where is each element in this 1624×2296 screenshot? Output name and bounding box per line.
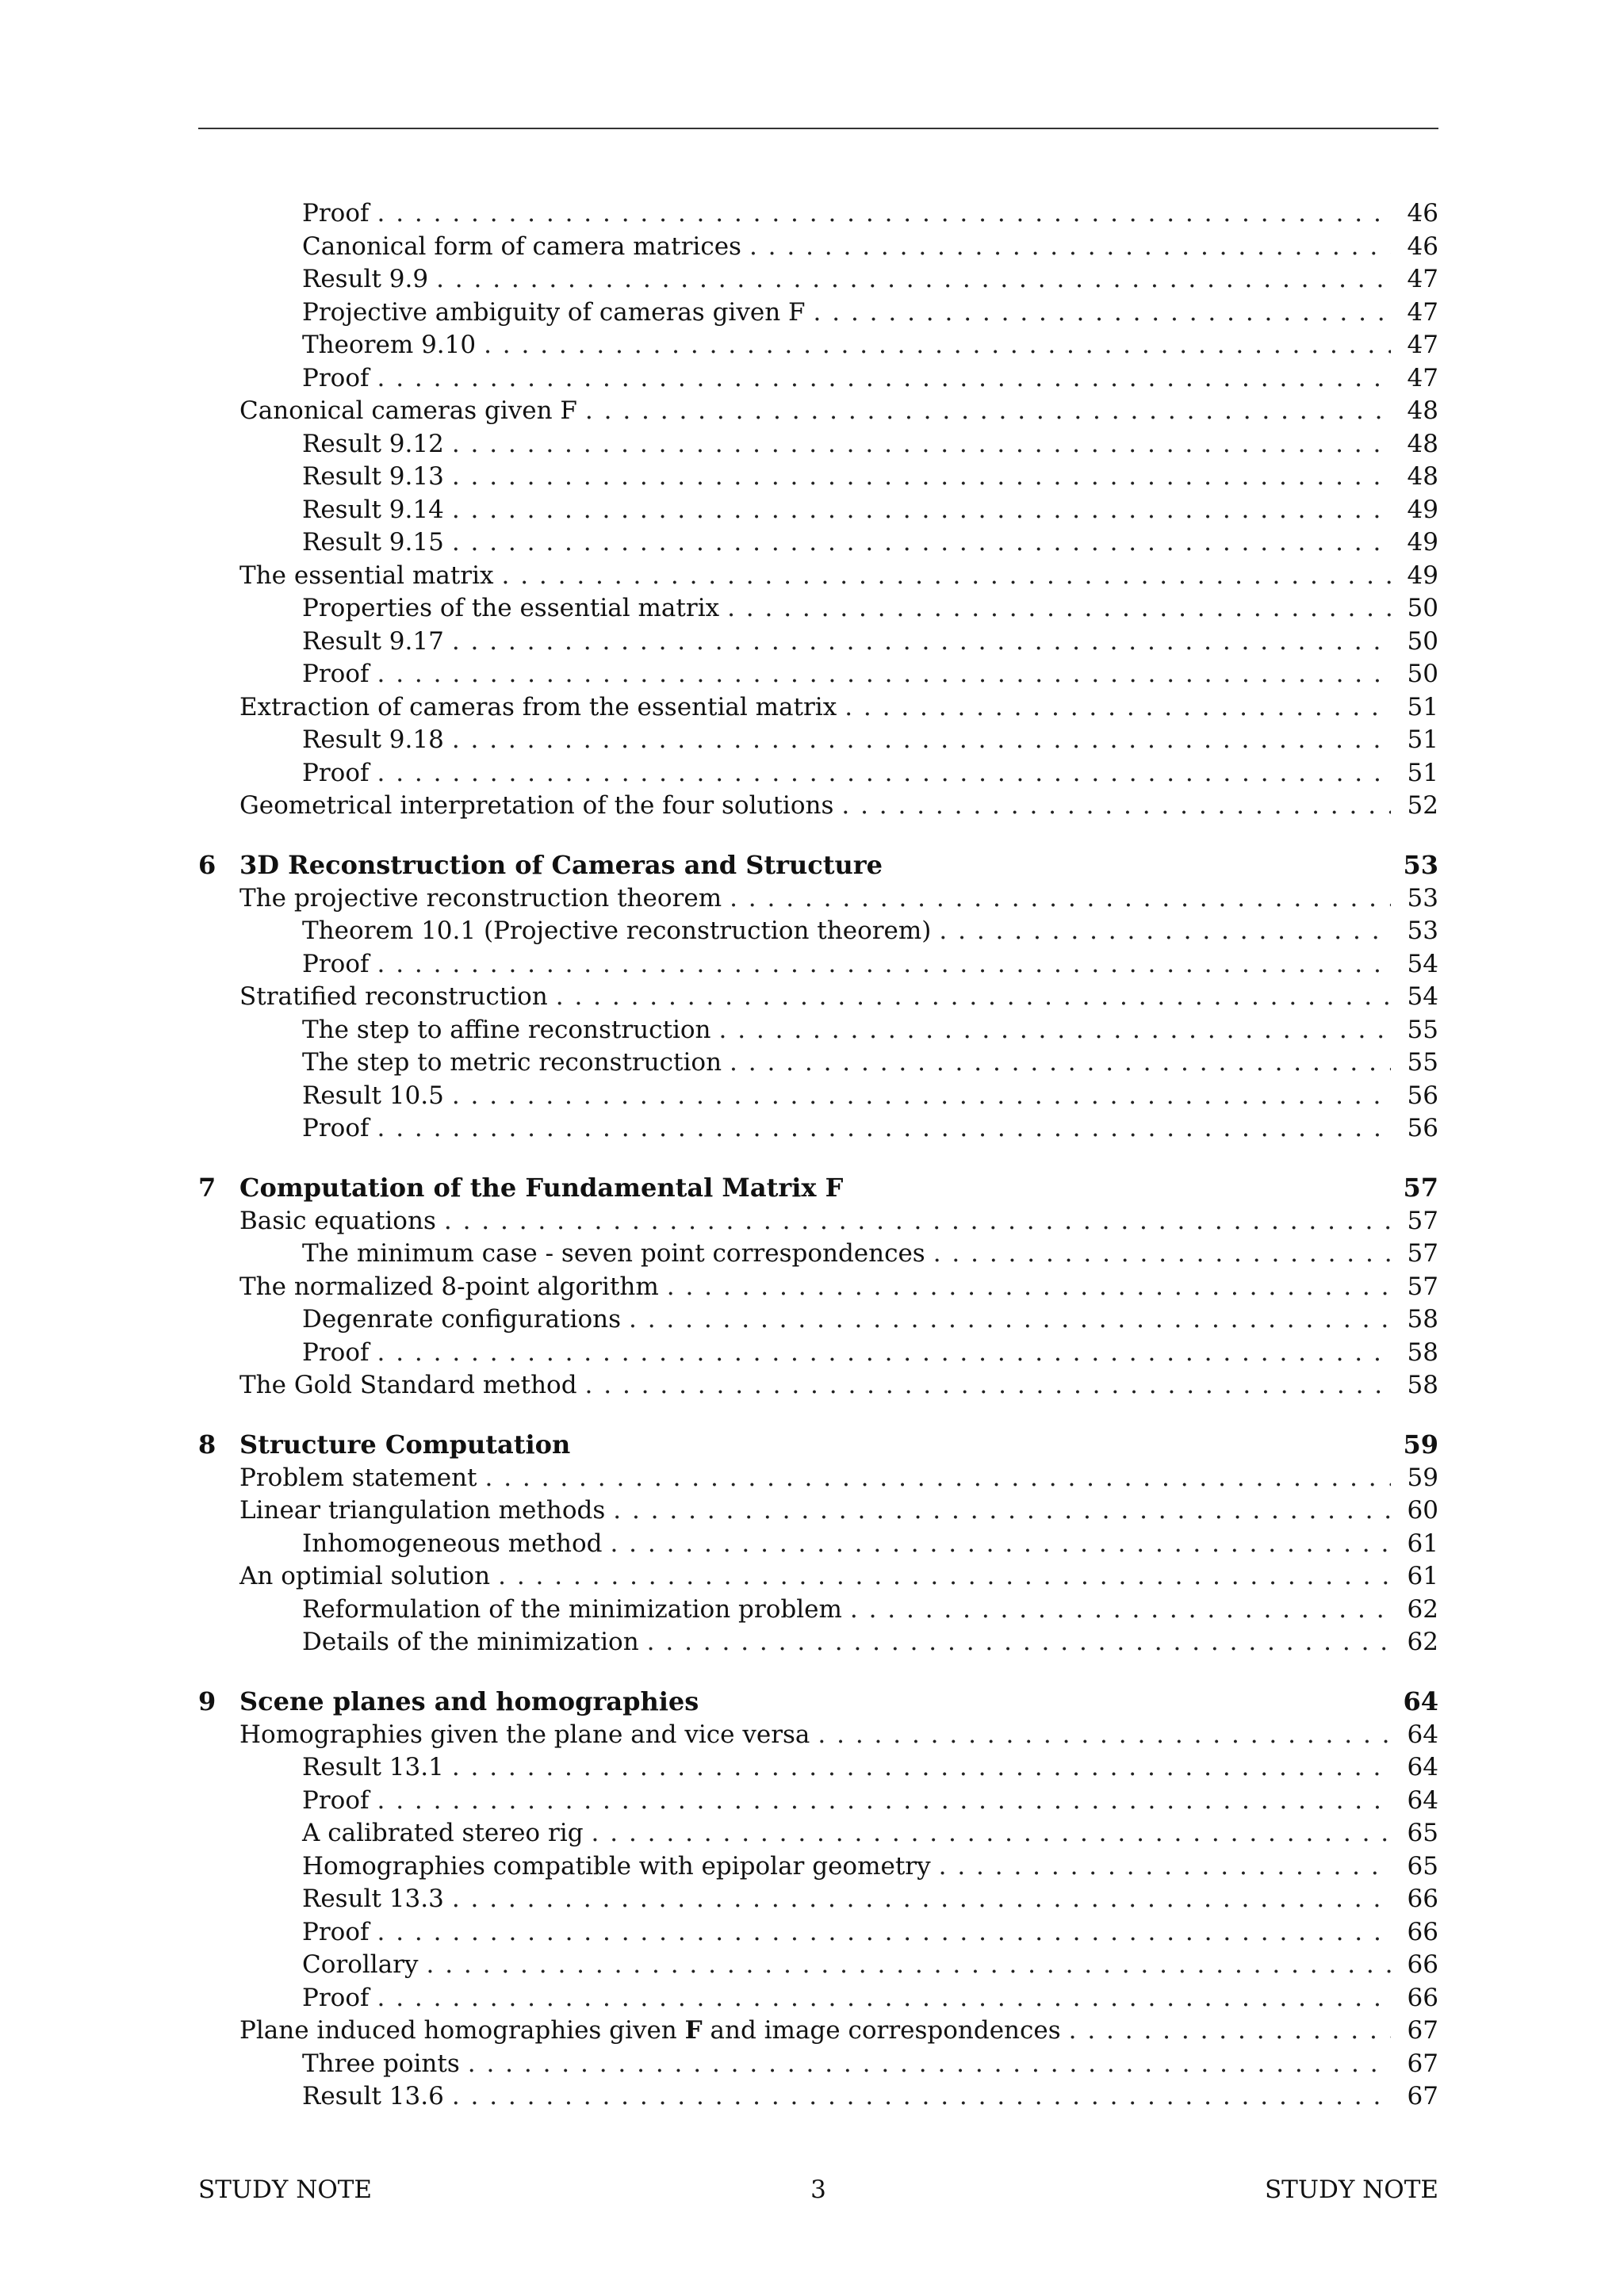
- toc-subsection-row: [198, 1529, 1438, 1563]
- entry-title: Result 9.15: [302, 528, 444, 557]
- toc-section-row: [198, 396, 1438, 430]
- dot-leader: [452, 725, 1391, 754]
- entry-page: 67: [1407, 2049, 1438, 2078]
- entry-page: 67: [1407, 2082, 1438, 2110]
- dot-leader: [427, 1950, 1391, 1979]
- toc-subsection-row: [198, 199, 1438, 232]
- toc-subsection-row: [198, 594, 1438, 627]
- dot-leader: [452, 462, 1391, 491]
- dot-leader: [939, 1852, 1391, 1881]
- toc-subsection-row: [198, 1984, 1438, 2017]
- entry-page: 46: [1407, 232, 1438, 261]
- dot-leader: [377, 759, 1391, 787]
- chapter-number: 9: [198, 1686, 216, 1716]
- toc-section-row: [198, 1464, 1438, 1497]
- dot-leader: [452, 1081, 1391, 1110]
- dot-leader: [556, 982, 1391, 1011]
- entry-page: 64: [1407, 1720, 1438, 1749]
- dot-leader: [452, 1753, 1391, 1781]
- toc-section-row: [198, 884, 1438, 917]
- dot-leader: [377, 199, 1391, 228]
- dot-leader: [850, 1595, 1391, 1624]
- toc-section-row: [198, 1371, 1438, 1404]
- entry-page: 58: [1407, 1337, 1438, 1367]
- entry-page: 66: [1407, 1885, 1438, 1913]
- entry-page: 49: [1407, 561, 1438, 590]
- dot-leader: [377, 1918, 1391, 1946]
- entry-page: 47: [1407, 363, 1438, 392]
- entry-title: Result 9.18: [302, 725, 444, 754]
- dot-leader: [377, 1338, 1391, 1367]
- dot-leader: [452, 496, 1391, 524]
- entry-page: 49: [1407, 528, 1438, 557]
- entry-page: 66: [1407, 1950, 1438, 1979]
- entry-title: Details of the minimization: [302, 1628, 639, 1656]
- entry-title: Homographies given the plane and vice versa: [239, 1720, 810, 1749]
- entry-page: 55: [1407, 1048, 1438, 1077]
- dot-leader: [667, 1272, 1391, 1301]
- bold-symbol: F: [684, 2016, 703, 2045]
- dot-leader: [730, 884, 1391, 913]
- entry-page: 50: [1407, 660, 1438, 688]
- entry-title: Result 9.12: [302, 429, 444, 458]
- entry-page: 59: [1407, 1463, 1438, 1492]
- entry-title: Result 10.5: [302, 1081, 444, 1110]
- entry-title: The Gold Standard method: [239, 1371, 577, 1399]
- dot-leader: [613, 1496, 1391, 1525]
- entry-page: 50: [1407, 626, 1438, 656]
- entry-page: 47: [1407, 297, 1438, 327]
- toc-subsection-row: [198, 916, 1438, 950]
- dot-leader: [377, 1114, 1391, 1142]
- entry-page: 53: [1407, 916, 1438, 945]
- entry-page: 58: [1407, 1305, 1438, 1334]
- entry-page: 61: [1407, 1529, 1438, 1558]
- entry-title: Geometrical interpretation of the four solutions: [239, 791, 834, 820]
- toc-subsection-row: [198, 2082, 1438, 2115]
- entry-title: The step to metric reconstruction: [302, 1048, 722, 1077]
- title-part: and image correspondences: [702, 2016, 1061, 2045]
- entry-title: Homographies compatible with epipolar geometry: [302, 1851, 931, 1881]
- toc-section-row: [198, 561, 1438, 595]
- dot-leader: [468, 2049, 1391, 2078]
- dot-leader: [592, 1819, 1391, 1847]
- entry-title: Three points: [302, 2049, 460, 2078]
- entry-title: Theorem 9.10: [302, 331, 477, 359]
- entry-page: 65: [1407, 1851, 1438, 1881]
- entry-page: 54: [1407, 982, 1438, 1011]
- table-of-contents: [198, 199, 1438, 2115]
- entry-page: 53: [1407, 883, 1438, 913]
- entry-title: Canonical form of camera matrices: [302, 232, 741, 261]
- toc-subsection-row: [198, 660, 1438, 693]
- entry-title: Proof: [302, 660, 370, 688]
- dot-leader: [718, 1016, 1391, 1044]
- entry-title: Corollary: [302, 1950, 419, 1979]
- toc-section-row: [198, 1207, 1438, 1240]
- toc-subsection-row: [198, 1048, 1438, 1081]
- toc-section-row: [198, 1720, 1438, 1754]
- entry-title: The projective reconstruction theorem: [239, 883, 722, 913]
- toc-chapter-row: [198, 1429, 1438, 1464]
- entry-page: 66: [1407, 1917, 1438, 1946]
- entry-page: 62: [1407, 1628, 1438, 1656]
- entry-page: 48: [1407, 429, 1438, 458]
- entry-page: 64: [1407, 1753, 1438, 1781]
- dot-leader: [1069, 2016, 1391, 2045]
- entry-title: The minimum case - seven point correspondences: [302, 1239, 925, 1268]
- entry-title: Stratified reconstruction: [239, 982, 548, 1011]
- entry-page: 57: [1407, 1239, 1438, 1268]
- entry-title: Proof: [302, 199, 370, 228]
- entry-page: 54: [1407, 949, 1438, 978]
- chapter-title: 3D Reconstruction of Cameras and Structure: [239, 849, 883, 880]
- entry-title: Proof: [302, 949, 370, 978]
- chapter-page: 53: [1403, 849, 1438, 880]
- toc-subsection-row: [198, 2049, 1438, 2083]
- chapter-number: 7: [198, 1172, 216, 1203]
- entry-title: An optimial solution: [239, 1562, 491, 1590]
- toc-subsection-row: [198, 1852, 1438, 1885]
- entry-page: 55: [1407, 1015, 1438, 1044]
- entry-title: Proof: [302, 363, 370, 392]
- entry-page: 67: [1407, 2016, 1438, 2045]
- entry-page: 48: [1407, 462, 1438, 491]
- dot-leader: [498, 1562, 1391, 1590]
- dot-leader: [841, 791, 1391, 820]
- entry-page: 65: [1407, 1819, 1438, 1847]
- entry-page: 57: [1407, 1206, 1438, 1235]
- title-part: Plane induced homographies given: [239, 2016, 685, 2045]
- entry-title: Proof: [302, 1337, 370, 1367]
- chapter-page: 59: [1403, 1429, 1438, 1460]
- toc-section-row: [198, 791, 1438, 825]
- entry-title: Linear triangulation methods: [239, 1496, 606, 1525]
- dot-leader: [377, 1786, 1391, 1815]
- dot-leader: [452, 1885, 1391, 1913]
- footer-left-label: STUDY NOTE: [198, 2175, 373, 2204]
- dot-leader: [444, 1207, 1391, 1235]
- dot-leader: [845, 693, 1391, 721]
- toc-section-row: [198, 982, 1438, 1016]
- entry-title: [239, 2016, 1061, 2045]
- toc-section-row: [198, 2016, 1438, 2049]
- toc-chapter-row: [198, 1173, 1438, 1207]
- entry-page: 46: [1407, 199, 1438, 228]
- toc-subsection-row: [198, 1016, 1438, 1049]
- entry-page: 56: [1407, 1081, 1438, 1110]
- entry-title: Result 13.6: [302, 2082, 444, 2110]
- dot-leader: [377, 1984, 1391, 2012]
- toc-subsection-row: [198, 627, 1438, 660]
- entry-page: 51: [1407, 725, 1438, 754]
- dot-leader: [610, 1529, 1391, 1558]
- entry-title: Degenrate configurations: [302, 1305, 622, 1334]
- toc-subsection-row: [198, 1338, 1438, 1372]
- entry-title: Proof: [302, 758, 370, 787]
- entry-page: 51: [1407, 758, 1438, 787]
- entry-page: 50: [1407, 594, 1438, 622]
- dot-leader: [647, 1628, 1391, 1656]
- entry-page: 56: [1407, 1114, 1438, 1142]
- entry-title: Canonical cameras given F: [239, 396, 577, 425]
- entry-title: The normalized 8-point algorithm: [239, 1272, 659, 1301]
- entry-page: 48: [1407, 396, 1438, 425]
- entry-page: 51: [1407, 692, 1438, 721]
- dot-leader: [377, 660, 1391, 688]
- header-rule: [198, 128, 1438, 129]
- toc-section-row: [198, 693, 1438, 726]
- entry-page: 57: [1407, 1272, 1438, 1301]
- entry-title: Result 13.3: [302, 1885, 444, 1913]
- entry-title: Proof: [302, 1983, 370, 2012]
- entry-page: 60: [1407, 1496, 1438, 1525]
- toc-section-row: [198, 1496, 1438, 1529]
- toc-subsection-row: [198, 1305, 1438, 1338]
- toc-subsection-row: [198, 496, 1438, 529]
- toc-chapter-row: [198, 850, 1438, 884]
- chapter-page: 57: [1403, 1172, 1438, 1203]
- chapter-number: 8: [198, 1429, 216, 1460]
- entry-page: 66: [1407, 1983, 1438, 2012]
- chapter-number: 6: [198, 849, 216, 880]
- dot-leader: [436, 265, 1391, 293]
- toc-section-row: [198, 1272, 1438, 1306]
- entry-page: 49: [1407, 495, 1438, 524]
- toc-subsection-row: [198, 1753, 1438, 1786]
- entry-title: Result 9.14: [302, 495, 444, 524]
- entry-title: Inhomogeneous method: [302, 1529, 603, 1558]
- chapter-title: Structure Computation: [239, 1429, 571, 1460]
- dot-leader: [485, 1464, 1391, 1492]
- toc-subsection-row: [198, 1786, 1438, 1820]
- entry-title: Projective ambiguity of cameras given F: [302, 297, 806, 327]
- entry-title: Reformulation of the minimization problem: [302, 1594, 842, 1624]
- dot-leader: [452, 2082, 1391, 2110]
- toc-subsection-row: [198, 1819, 1438, 1852]
- entry-title: Result 9.9: [302, 265, 429, 293]
- dot-leader: [452, 430, 1391, 458]
- entry-title: The essential matrix: [239, 561, 494, 590]
- entry-title: Properties of the essential matrix: [302, 594, 720, 622]
- entry-page: 47: [1407, 331, 1438, 359]
- entry-title: A calibrated stereo rig: [302, 1819, 584, 1847]
- dot-leader: [727, 594, 1391, 622]
- toc-subsection-row: [198, 331, 1438, 364]
- toc-subsection-row: [198, 950, 1438, 983]
- chapter-page: 64: [1403, 1686, 1438, 1716]
- entry-page: 61: [1407, 1562, 1438, 1590]
- entry-page: 58: [1407, 1371, 1438, 1399]
- toc-section-row: [198, 1562, 1438, 1595]
- toc-subsection-row: [198, 1239, 1438, 1272]
- dot-leader: [452, 528, 1391, 557]
- entry-title: Theorem 10.1 (Projective reconstruction theorem): [302, 916, 932, 945]
- entry-page: 52: [1407, 791, 1438, 820]
- entry-title: Extraction of cameras from the essential matrix: [239, 692, 837, 721]
- dot-leader: [377, 364, 1391, 392]
- entry-title: Basic equations: [239, 1206, 436, 1235]
- dot-leader: [484, 331, 1391, 359]
- toc-subsection-row: [198, 1081, 1438, 1115]
- toc-subsection-row: [198, 759, 1438, 792]
- toc-subsection-row: [198, 725, 1438, 759]
- dot-leader: [585, 396, 1391, 425]
- toc-subsection-row: [198, 1595, 1438, 1628]
- entry-title: Result 9.17: [302, 626, 444, 656]
- entry-title: The step to affine reconstruction: [302, 1015, 711, 1044]
- entry-title: Result 13.1: [302, 1753, 444, 1781]
- dot-leader: [629, 1305, 1391, 1334]
- toc-subsection-row: [198, 1950, 1438, 1984]
- dot-leader: [502, 561, 1392, 590]
- entry-page: 62: [1407, 1594, 1438, 1624]
- entry-title: Result 9.13: [302, 462, 444, 491]
- chapter-title: Scene planes and homographies: [239, 1686, 699, 1716]
- toc-subsection-row: [198, 1114, 1438, 1147]
- toc-subsection-row: [198, 1628, 1438, 1661]
- entry-title: Problem statement: [239, 1463, 477, 1492]
- toc-subsection-row: [198, 430, 1438, 463]
- dot-leader: [585, 1371, 1391, 1399]
- dot-leader: [939, 916, 1391, 945]
- toc-subsection-row: [198, 232, 1438, 266]
- toc-chapter-row: [198, 1686, 1438, 1720]
- entry-title: Proof: [302, 1785, 370, 1815]
- entry-title: Proof: [302, 1917, 370, 1946]
- dot-leader: [933, 1239, 1391, 1268]
- entry-title: Proof: [302, 1114, 370, 1142]
- toc-subsection-row: [198, 462, 1438, 496]
- toc-subsection-row: [198, 364, 1438, 397]
- dot-leader: [814, 298, 1391, 327]
- toc-subsection-row: [198, 265, 1438, 298]
- entry-page: 64: [1407, 1785, 1438, 1815]
- footer-right-label: STUDY NOTE: [1264, 2175, 1438, 2204]
- dot-leader: [818, 1720, 1391, 1749]
- dot-leader: [749, 232, 1391, 261]
- chapter-title: Computation of the Fundamental Matrix F: [239, 1172, 844, 1203]
- page-footer: [198, 2175, 1438, 2207]
- toc-subsection-row: [198, 298, 1438, 331]
- toc-subsection-row: [198, 1918, 1438, 1951]
- entry-page: 47: [1407, 265, 1438, 293]
- page-number: 3: [810, 2175, 826, 2204]
- toc-subsection-row: [198, 528, 1438, 561]
- dot-leader: [377, 950, 1391, 978]
- dot-leader: [730, 1048, 1391, 1077]
- dot-leader: [452, 627, 1391, 656]
- toc-subsection-row: [198, 1885, 1438, 1918]
